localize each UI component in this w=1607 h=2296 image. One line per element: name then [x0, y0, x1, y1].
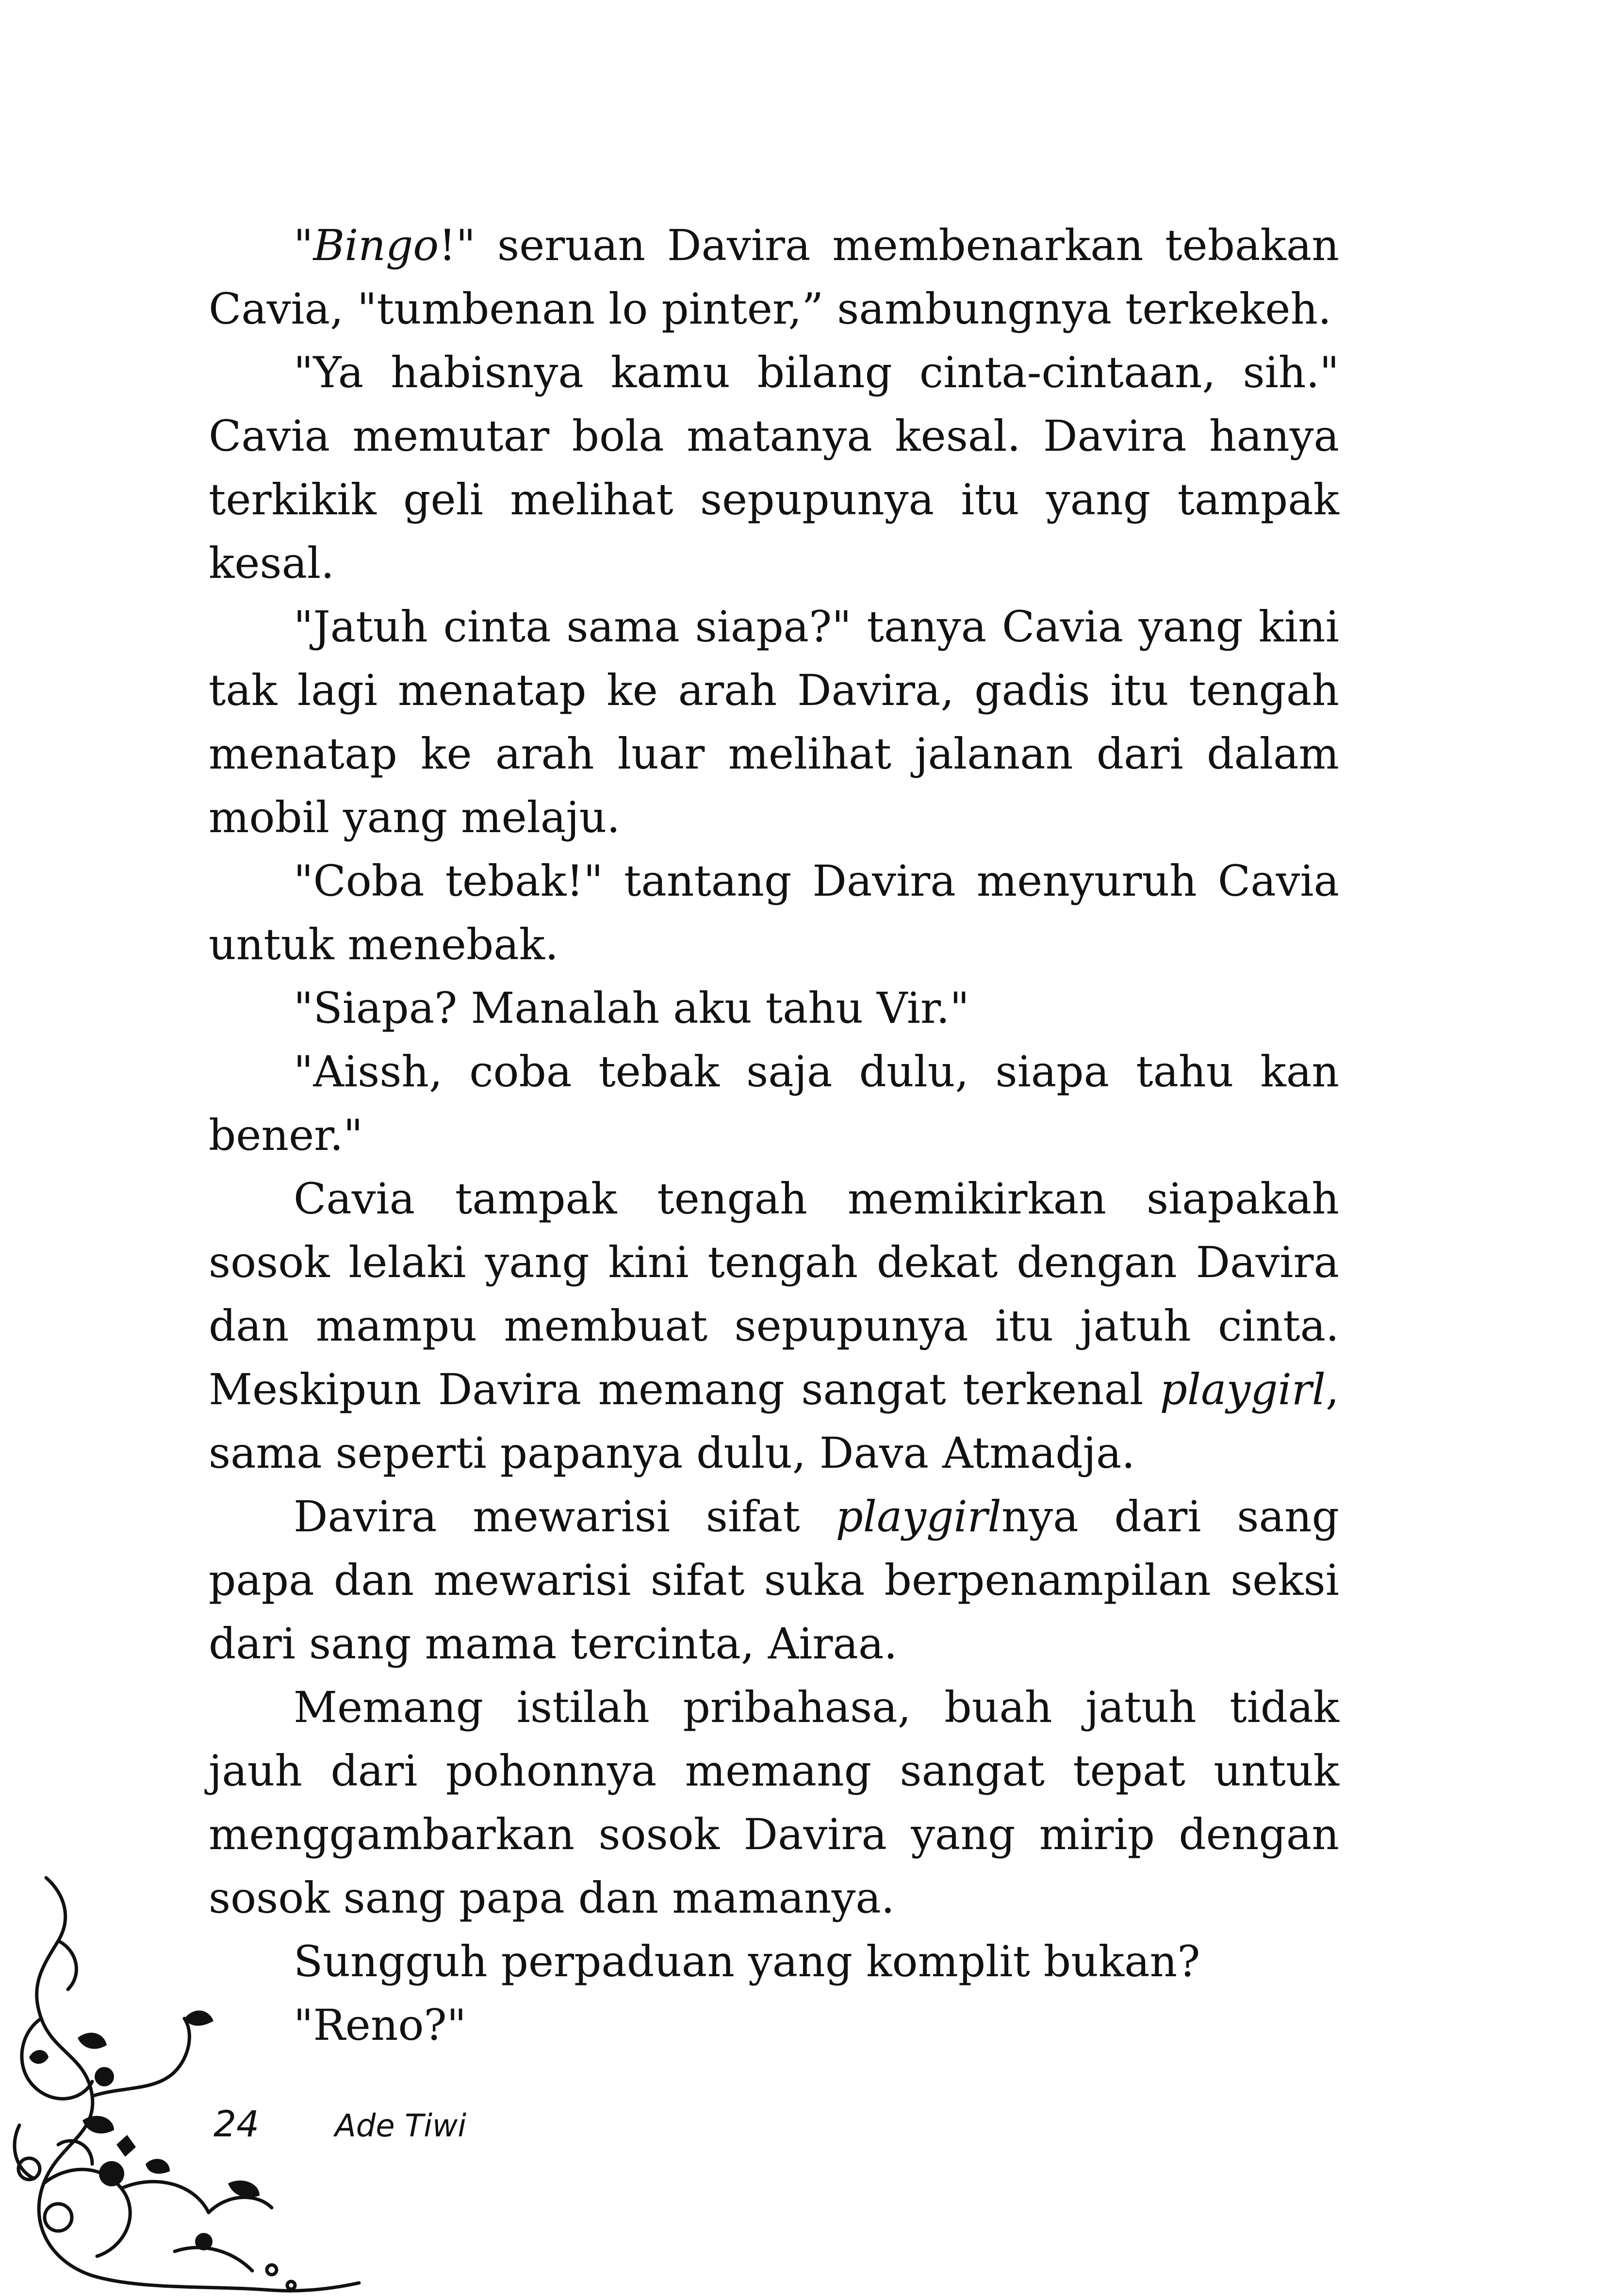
paragraph — [209, 1167, 1339, 1485]
text-run: "Aissh, coba tebak saja dulu, siapa tahu kan bener." — [209, 1047, 1339, 1160]
text-run: !" seruan Davira membenarkan tebakan Cavia, "tumbenan lo pinter,” sambungnya terkekeh. — [209, 220, 1339, 334]
paragraph — [209, 213, 1339, 341]
paragraph — [209, 1993, 1339, 2057]
page-number: 24 — [213, 2103, 260, 2145]
text-run: Davira mewarisi sifat — [294, 1492, 836, 1542]
paragraph — [209, 1675, 1339, 1930]
text-run: Cavia tampak tengah memikirkan siapakah sosok lelaki yang kini tengah dekat dengan Davira dan mampu membuat sepupunya itu jatuh cinta. Meskipun Davira memang sangat terkenal — [209, 1174, 1339, 1414]
italic-text: playgirl — [836, 1492, 1001, 1542]
paragraph — [209, 1930, 1339, 1993]
italic-text: Bingo — [313, 220, 439, 270]
body-text — [209, 213, 1339, 2057]
italic-text: playgirl — [1160, 1364, 1326, 1414]
paragraph — [209, 595, 1339, 849]
text-run: , sama seperti papanya dulu, Dava Atmadja. — [209, 1364, 1339, 1478]
text-run: Memang istilah pribahasa, buah jatuh tidak jauh dari pohonnya memang sangat tepat untuk menggambarkan sosok Davira yang mirip dengan sosok sang papa dan mamanya. — [209, 1682, 1339, 1923]
text-run: "Jatuh cinta sama siapa?" tanya Cavia yang kini tak lagi menatap ke arah Davira, gadis itu tengah menatap ke arah luar melihat jalanan dari dalam mobil yang melaju. — [209, 602, 1339, 842]
paragraph — [209, 1485, 1339, 1675]
text-run: "Ya habisnya kamu bilang cinta-cintaan, sih." Cavia memutar bola matanya kesal. Davira hanya terkikik geli melihat sepupunya itu yang tampak kesal. — [209, 347, 1339, 588]
floral-corner-ornament-icon — [0, 1873, 369, 2296]
text-run: "Coba tebak!" tantang Davira menyuruh Cavia untuk menebak. — [209, 856, 1339, 969]
paragraph — [209, 976, 1339, 1040]
paragraph — [209, 1040, 1339, 1167]
text-run: Sungguh perpaduan yang komplit bukan? — [294, 1936, 1200, 1986]
text-run: nya dari sang papa dan mewarisi sifat suka berpenampilan seksi dari sang mama tercinta, Airaa. — [209, 1492, 1339, 1669]
text-run: "Siapa? Manalah aku tahu Vir." — [294, 983, 969, 1033]
author-name: Ade Tiwi — [335, 2108, 467, 2144]
paragraph — [209, 849, 1339, 976]
text-run: "Reno?" — [294, 2000, 467, 2050]
text-run: " — [294, 220, 313, 270]
paragraph — [209, 341, 1339, 595]
